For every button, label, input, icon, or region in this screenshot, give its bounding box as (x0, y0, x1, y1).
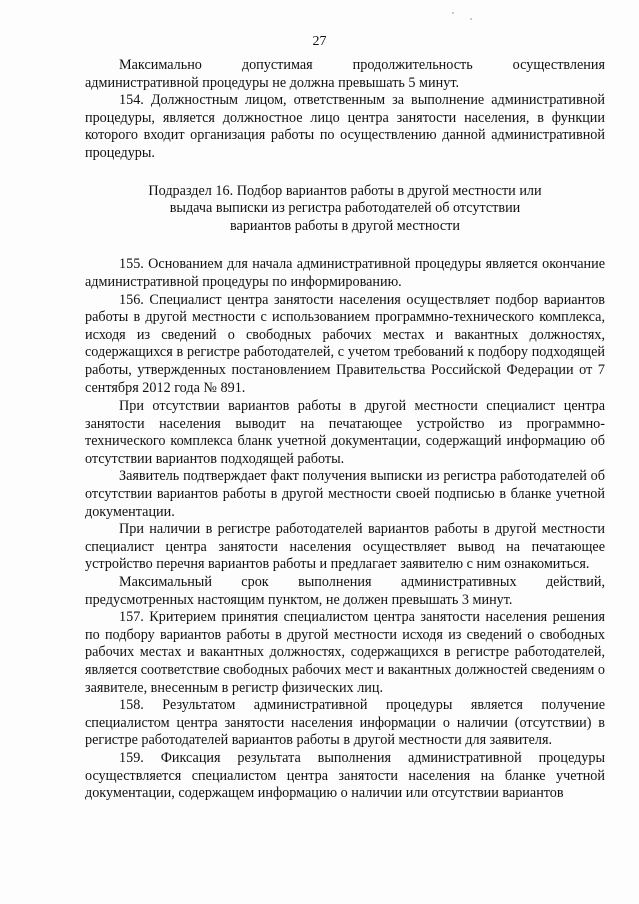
scan-speck (452, 12, 454, 14)
subsection-heading-line: выдача выписки из регистра работодателей об отсутствии (169, 200, 521, 217)
paragraph-max-term: Максимальный срок выполнения административных действий, предусмотренных настоящим пунктом, не должен превышать 3 минут. (85, 574, 605, 608)
subsection-heading-line: вариантов работы в другой местности (230, 217, 460, 234)
scan-speck (470, 18, 472, 20)
document-body (85, 57, 605, 803)
paragraph-159: 159. Фиксация результата выполнения административной процедуры осуществляется специалистом центра занятости населения на бланке учетной документации, содержащем информацию о наличии или отсутствии вариантов (85, 749, 605, 802)
paragraph-157: 157. Критерием принятия специалистом центра занятости населения решения по подбору вариантов работы в другой местности исходя из сведений о свободных рабочих местах и вакантных должностях, содержащихся в регистре работодателей, является соответствие свободных рабочих мест и вакантных должностей сведениям о заявителе, внесенным в регистр физических лиц. (85, 609, 605, 696)
paragraph-applicant-confirms: Заявитель подтверждает факт получения выписки из регистра работодателей об отсутствии вариантов работы в другой местности своей подписью в бланке учетной документации. (85, 468, 605, 520)
paragraph-vacancies-present: При наличии в регистре работодателей вариантов работы в другой местности специалист центра занятости населения осуществляет вывод на печатающее устройство перечня вариантов работы и предлагает заявителю с ним ознакомиться. (85, 521, 605, 573)
subsection-heading-line: Подраздел 16. Подбор вариантов работы в другой местности или (148, 182, 542, 199)
subsection-heading (85, 183, 605, 236)
paragraph-155: 155. Основанием для начала административной процедуры является окончание административной процедуры по информированию. (85, 256, 605, 290)
paragraph-158: 158. Результатом административной процедуры является получение специалистом центра занятости населения информации о наличии (отсутствии) в регистре работодателей вариантов работы в другой местности для заявителя. (85, 697, 605, 749)
paragraph-no-vacancies: При отсутствии вариантов работы в другой местности специалист центра занятости населения выводит на печатающее устройство из программно-технического комплекса бланк учетной документации, содержащий информацию об отсутствии вариантов подходящей работы. (85, 398, 605, 467)
paragraph-154: 154. Должностным лицом, ответственным за выполнение административной процедуры, является должностное лицо центра занятости населения, в функции которого входит организация работы по осуществлению данной административной процедуры. (85, 92, 605, 161)
paragraph-max-duration: Максимально допустимая продолжительность осуществления административной процедуры не должна превышать 5 минут. (85, 57, 605, 91)
page-number: 27 (312, 34, 327, 49)
paragraph-156: 156. Специалист центра занятости населения осуществляет подбор вариантов работы в другой местности с использованием программно-технического комплекса, исходя из сведений о свободных рабочих местах и вакантных должностях, содержащихся в регистре работодателей, с учетом требований к подбору подходящей работы, утвержденных постановлением Правительства Российской Федерации от 7 сентября 2012 года № 891. (85, 291, 605, 396)
